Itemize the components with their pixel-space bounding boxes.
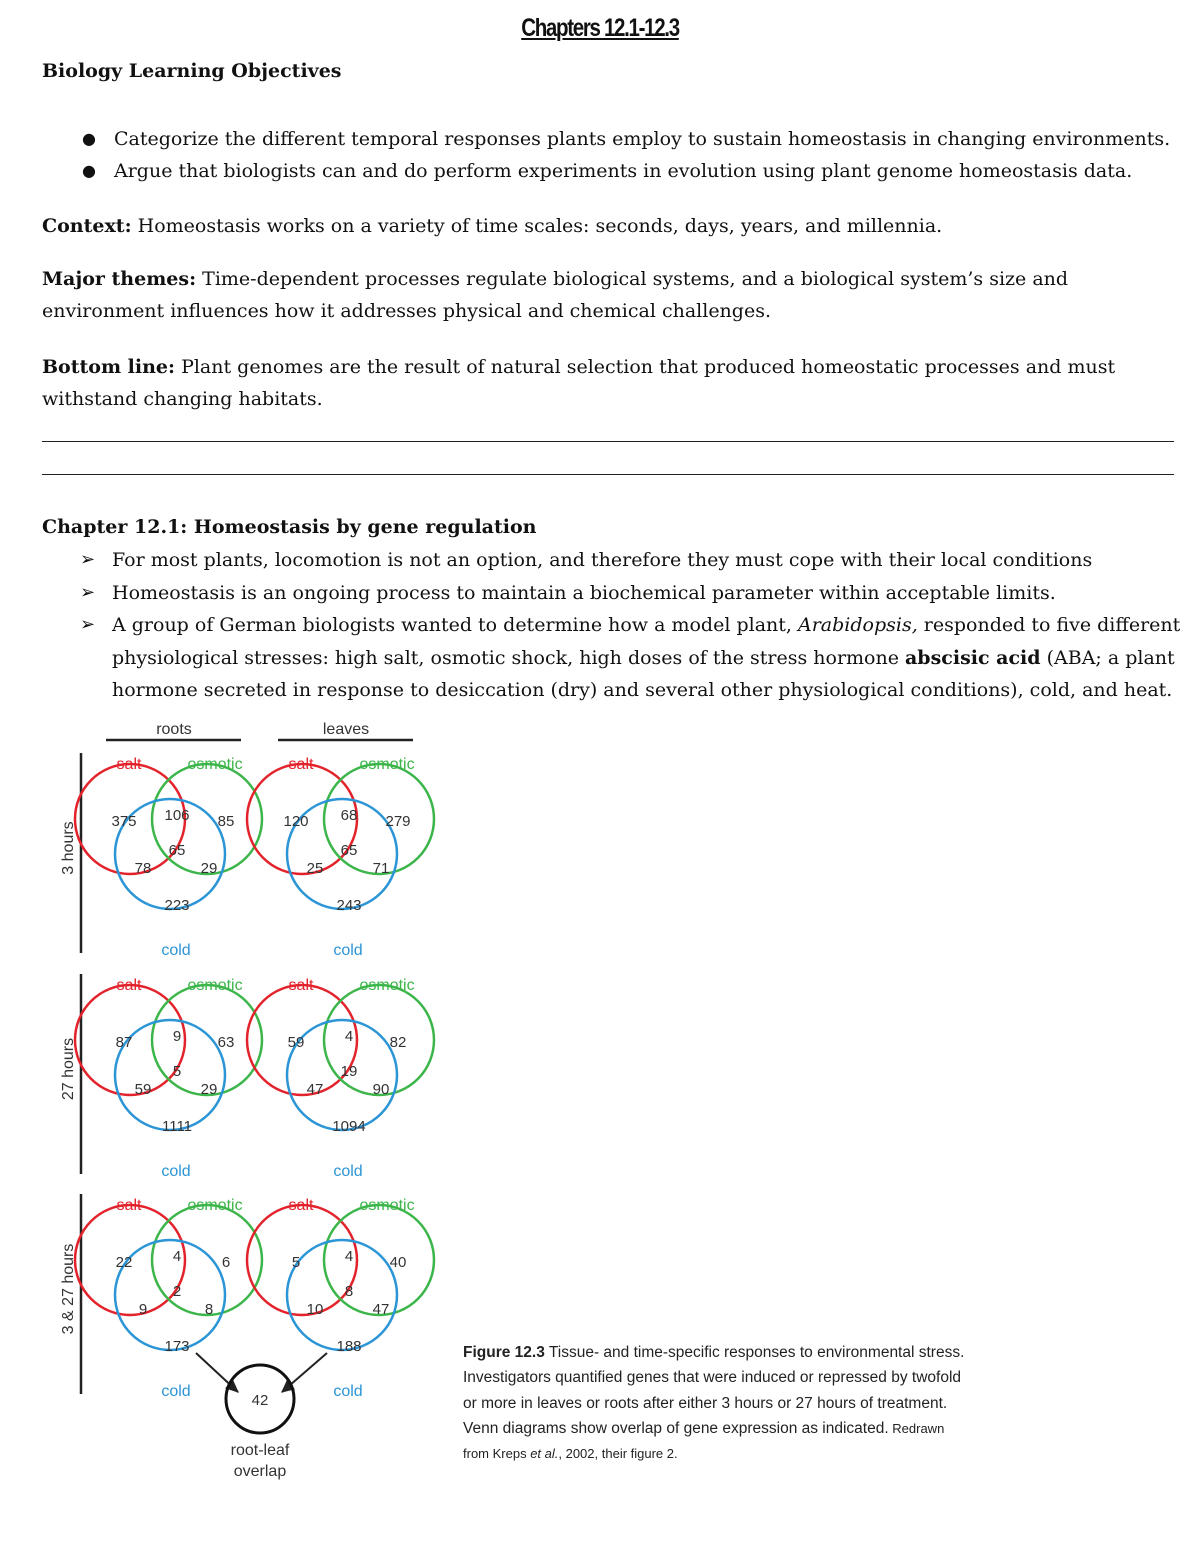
chapter-bullets xyxy=(42,544,1182,707)
venn-count: 47 xyxy=(306,1081,324,1098)
chapter-heading: Chapter 12.1: Homeostasis by gene regulation xyxy=(42,516,537,538)
venn-count: 2 xyxy=(172,1283,182,1300)
context-paragraph: Context: Homeostasis works on a variety of time scales: seconds, days, years, and millennia. xyxy=(42,215,943,237)
osmotic-label: osmotic xyxy=(187,977,243,994)
cold-label: cold xyxy=(333,1163,363,1180)
objectives-list xyxy=(42,123,1170,187)
venn-count: 8 xyxy=(344,1283,354,1300)
chapter-bullet: ➢ Homeostasis is an ongoing process to maintain a biochemical parameter within acceptable limits. xyxy=(42,577,1182,610)
venn-count: 4 xyxy=(344,1248,354,1265)
venn-count: 106 xyxy=(164,807,190,824)
venn-count: 47 xyxy=(372,1301,390,1318)
venn-count: 68 xyxy=(340,807,358,824)
venn-count: 19 xyxy=(340,1063,358,1080)
venn-count: 29 xyxy=(200,1081,218,1098)
bottom-line-paragraph: Bottom line: Plant genomes are the result of natural selection that produced homeostatic processes and must withstand changing habitats. xyxy=(42,356,1116,410)
salt-label: salt xyxy=(288,1197,314,1214)
objective-item: ● Categorize the different temporal responses plants employ to sustain homeostasis in changing environments. xyxy=(42,123,1170,155)
venn-count: 71 xyxy=(372,860,390,877)
venn-count: 120 xyxy=(283,813,309,830)
cold-label: cold xyxy=(333,942,363,959)
venn-count: 9 xyxy=(138,1301,148,1318)
salt-label: salt xyxy=(288,977,314,994)
column-header: roots xyxy=(156,721,192,738)
overlap-label: root-leaf xyxy=(230,1442,290,1459)
bullet-icon: ● xyxy=(82,129,96,148)
bullet-icon: ● xyxy=(82,161,96,180)
venn-count: 65 xyxy=(340,842,358,859)
figure-caption: Figure 12.3 Tissue- and time-specific responses to environmental stress. Investigators quantified genes that were induced or repressed by twofold or more in leaves or roots after either 3 hours or 27 hours of treatment. Venn diagrams show overlap of gene expression as indicated. Redrawn from Kreps et al., 2002, their figure 2. xyxy=(463,1344,965,1462)
osmotic-label: osmotic xyxy=(359,756,415,773)
venn-count: 78 xyxy=(134,860,152,877)
row-label: 3 & 27 hours xyxy=(60,1243,77,1335)
objective-item: ● Argue that biologists can and do perform experiments in evolution using plant genome homeostasis data. xyxy=(42,155,1170,187)
venn-count: 82 xyxy=(389,1034,407,1051)
osmotic-circle xyxy=(324,1205,434,1315)
row-label: 3 hours xyxy=(60,821,77,875)
venn-count: 22 xyxy=(115,1254,133,1271)
salt-label: salt xyxy=(288,756,314,773)
cold-label: cold xyxy=(161,1163,191,1180)
venn-count: 10 xyxy=(306,1301,324,1318)
overlap-count: 42 xyxy=(251,1392,269,1409)
venn-count: 279 xyxy=(385,813,411,830)
chapter-bullet: ➢ A group of German biologists wanted to determine how a model plant, Arabidopsis, responded to five different physiological stresses: high salt, osmotic shock, high doses of the stress hormone abscisic acid (ABA; a plant hormone secreted in response to desiccation (dry) and several other physiological conditions), cold, and heat. xyxy=(42,609,1182,707)
cold-label: cold xyxy=(161,1383,191,1400)
venn-count: 9 xyxy=(172,1028,182,1045)
chapter-bullet: ➢ For most plants, locomotion is not an option, and therefore they must cope with their local conditions xyxy=(42,544,1182,577)
salt-label: salt xyxy=(116,1197,142,1214)
overlap-label: overlap xyxy=(233,1463,287,1480)
venn-count: 4 xyxy=(344,1028,354,1045)
arrow-bullet-icon: ➢ xyxy=(80,614,96,635)
venn-count: 5 xyxy=(172,1063,182,1080)
arrow-bullet-icon: ➢ xyxy=(80,549,96,570)
row-label: 27 hours xyxy=(60,1037,77,1101)
osmotic-label: osmotic xyxy=(359,1197,415,1214)
venn-count: 375 xyxy=(111,813,137,830)
arrow-bullet-icon: ➢ xyxy=(80,581,96,603)
venn-count: 5 xyxy=(291,1254,301,1271)
cold-label: cold xyxy=(333,1383,363,1400)
venn-count: 29 xyxy=(200,860,218,877)
objectives-heading: Biology Learning Objectives xyxy=(42,60,342,82)
venn-count: 223 xyxy=(164,897,190,914)
venn-count: 1094 xyxy=(332,1118,366,1135)
venn-count: 8 xyxy=(204,1301,214,1318)
osmotic-label: osmotic xyxy=(359,977,415,994)
venn-count: 63 xyxy=(217,1034,235,1051)
venn-count: 4 xyxy=(172,1248,182,1265)
venn-count: 59 xyxy=(134,1081,152,1098)
venn-count: 173 xyxy=(164,1338,190,1355)
themes-paragraph: Major themes: Time-dependent processes regulate biological systems, and a biological system’s size and environment influences how it addresses physical and chemical challenges. xyxy=(42,268,1069,322)
venn-count: 243 xyxy=(336,897,362,914)
osmotic-circle xyxy=(152,1205,262,1315)
divider-line xyxy=(42,474,1174,475)
column-header: leaves xyxy=(322,721,370,738)
venn-count: 188 xyxy=(336,1338,362,1355)
venn-figure xyxy=(0,700,480,1500)
venn-count: 87 xyxy=(115,1034,133,1051)
venn-count: 40 xyxy=(389,1254,407,1271)
osmotic-label: osmotic xyxy=(187,756,243,773)
osmotic-circle xyxy=(152,985,262,1095)
venn-count: 25 xyxy=(306,860,324,877)
salt-label: salt xyxy=(116,977,142,994)
venn-count: 90 xyxy=(372,1081,390,1098)
cold-label: cold xyxy=(161,942,191,959)
divider-line xyxy=(42,441,1174,442)
venn-count: 85 xyxy=(217,813,235,830)
osmotic-label: osmotic xyxy=(187,1197,243,1214)
venn-count: 59 xyxy=(287,1034,305,1051)
venn-count: 65 xyxy=(168,842,186,859)
page-title: Chapters 12.1-12.3 xyxy=(521,14,679,42)
venn-count: 1111 xyxy=(161,1118,193,1135)
cold-circle xyxy=(287,1240,397,1350)
salt-label: salt xyxy=(116,756,142,773)
venn-count: 6 xyxy=(221,1254,231,1271)
